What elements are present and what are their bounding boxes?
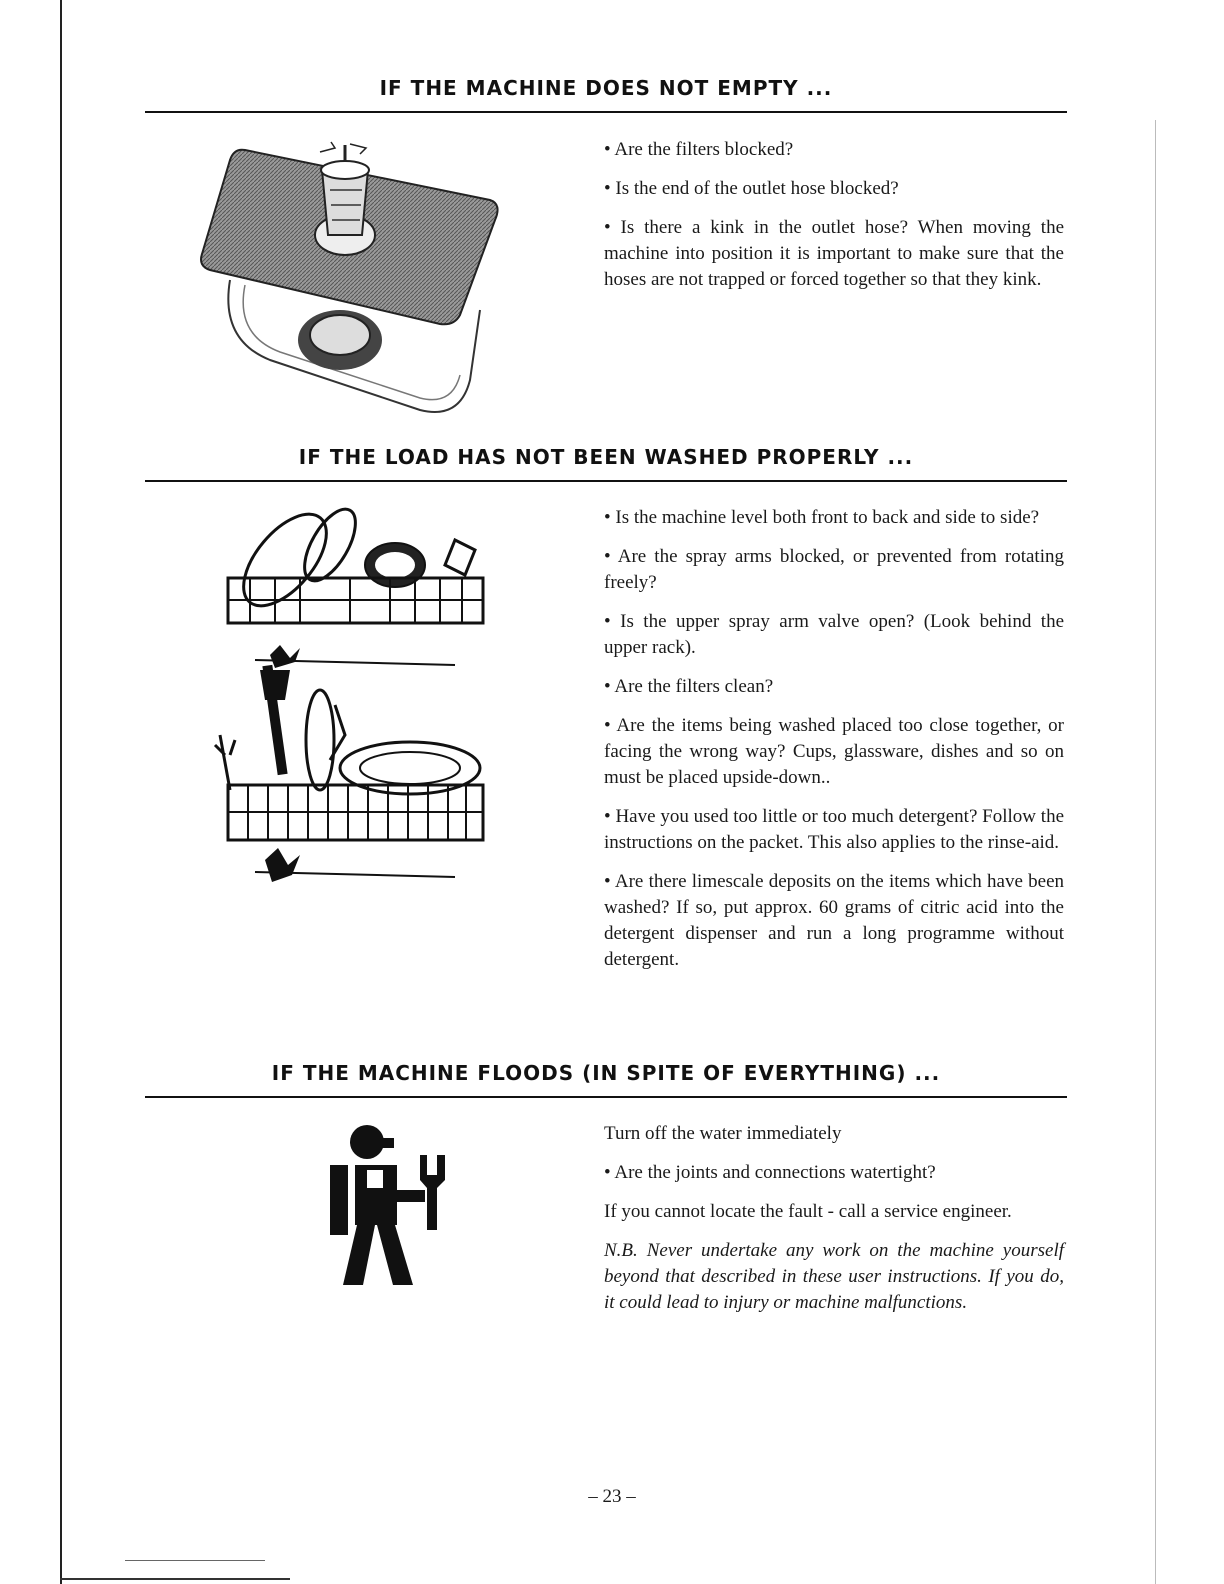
dish-racks-illustration bbox=[200, 500, 500, 900]
section-rule bbox=[145, 480, 1067, 482]
list-item: • Are there limescale deposits on the items which have been washed? If so, put approx. 60 grams of citric acid into the detergent dispenser and run a long programme without detergent. bbox=[604, 869, 1064, 973]
section-rule bbox=[145, 111, 1067, 113]
list-item: • Is there a kink in the outlet hose? When moving the machine into position it is important to make sure that the hoses are not trapped or forced together so that they kink. bbox=[604, 215, 1064, 293]
list-item: • Are the items being washed placed too close together, or facing the wrong way? Cups, glassware, dishes and so on must be placed upside-down.. bbox=[604, 713, 1064, 791]
section-does-not-empty-text bbox=[604, 137, 1064, 306]
service-text: If you cannot locate the fault - call a service engineer. bbox=[604, 1201, 1012, 1222]
page-edge-bottom-inner bbox=[125, 1560, 265, 1561]
list-item: • Is the end of the outlet hose blocked? bbox=[604, 176, 1064, 202]
warning-note: N.B. Never undertake any work on the machine yourself beyond that described in these user instructions. If you do, it could lead to injury or machine malfunctions. bbox=[604, 1240, 1064, 1313]
intro-text: Turn off the water immediately bbox=[604, 1123, 842, 1144]
page-edge-bottom bbox=[60, 1578, 290, 1580]
page-number: – 23 – bbox=[588, 1486, 636, 1507]
list-item: • Are the joints and connections watertight? bbox=[604, 1160, 1064, 1186]
page-edge-right bbox=[1155, 120, 1156, 1584]
list-item: • Are the spray arms blocked, or prevented from rotating freely? bbox=[604, 544, 1064, 596]
section-title-not-washed: IF THE LOAD HAS NOT BEEN WASHED PROPERLY ... bbox=[298, 445, 914, 469]
filter-tray-illustration bbox=[190, 130, 510, 420]
section-not-washed-text bbox=[604, 505, 1064, 986]
section-title-floods: IF THE MACHINE FLOODS (IN SPITE OF EVERYTHING) ... bbox=[271, 1061, 941, 1085]
section-title-does-not-empty: IF THE MACHINE DOES NOT EMPTY ... bbox=[379, 76, 833, 100]
page-edge-left bbox=[60, 0, 62, 1584]
list-item: • Is the upper spray arm valve open? (Look behind the upper rack). bbox=[604, 609, 1064, 661]
list-item: • Are the filters blocked? bbox=[604, 137, 1064, 163]
list-item: • Is the machine level both front to back and side to side? bbox=[604, 505, 1064, 531]
section-floods-text bbox=[604, 1121, 1064, 1329]
section-rule bbox=[145, 1096, 1067, 1098]
list-item: • Have you used too little or too much detergent? Follow the instructions on the packet. This also applies to the rinse-aid. bbox=[604, 804, 1064, 856]
list-item: • Are the filters clean? bbox=[604, 674, 1064, 700]
service-engineer-icon bbox=[325, 1120, 465, 1290]
